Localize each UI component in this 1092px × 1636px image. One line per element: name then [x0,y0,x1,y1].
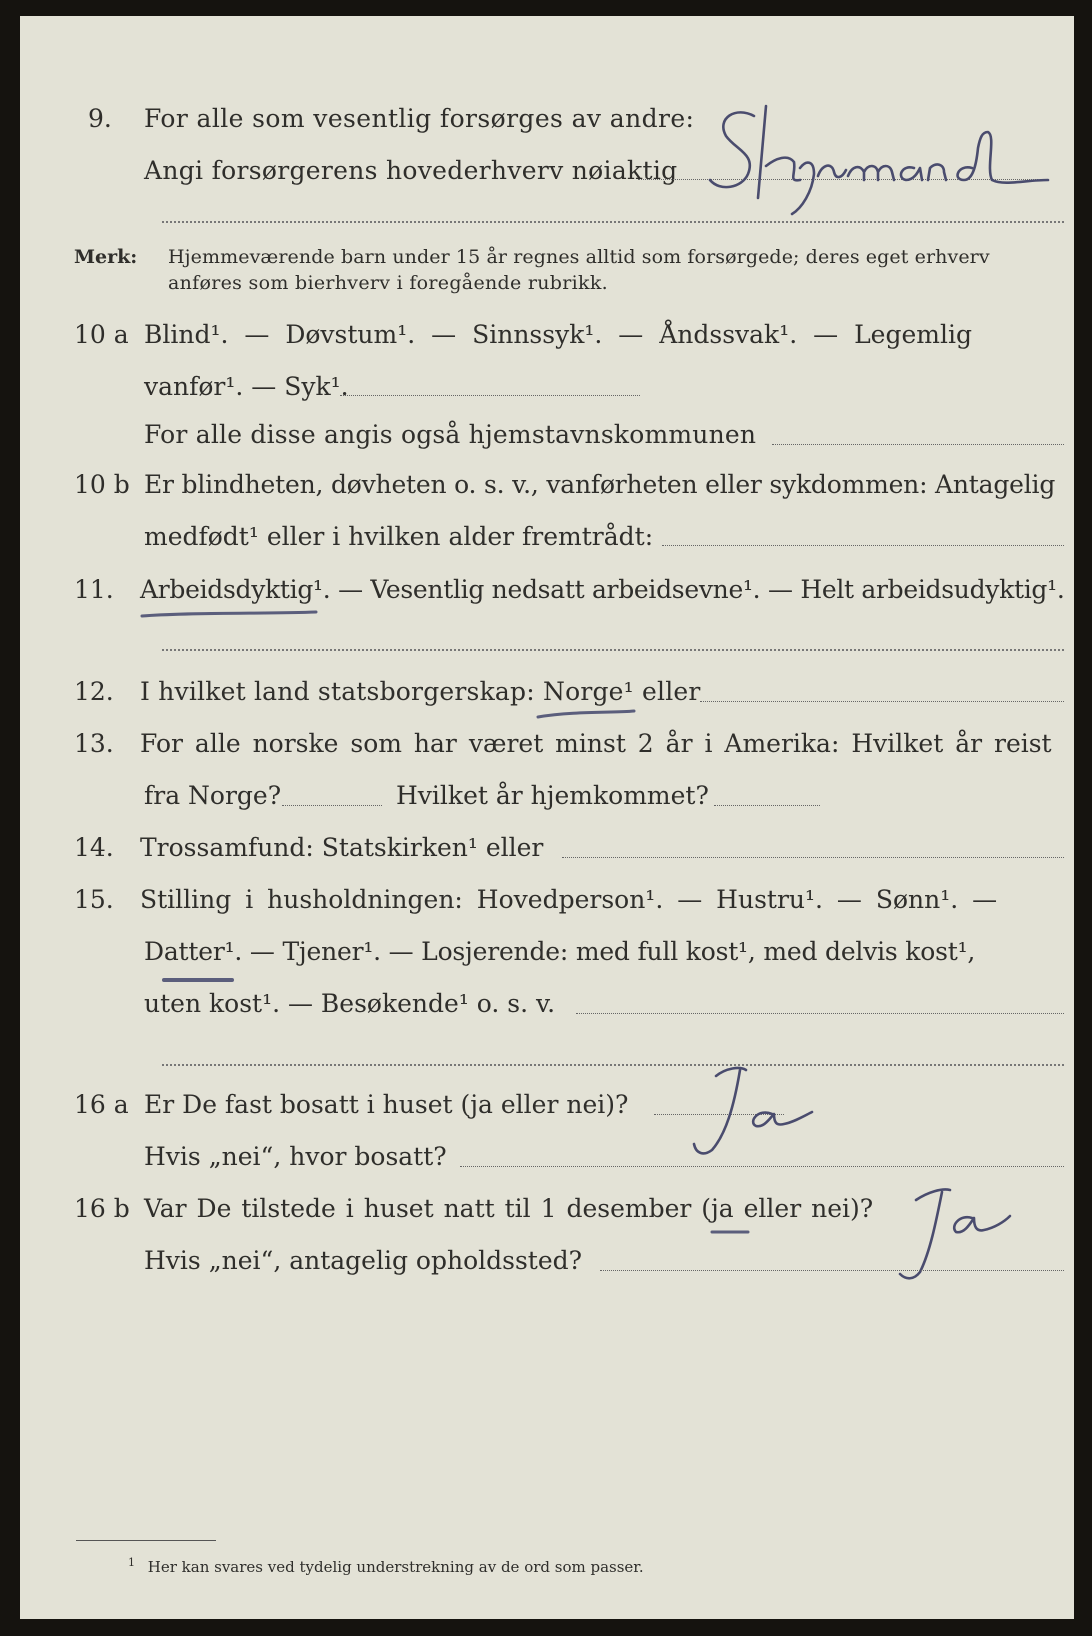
q13-line2a: fra Norge? [144,781,282,810]
q16a-line2: Hvis „nei“, hvor bosatt? [144,1142,447,1171]
merk-line1: Hjemmeværende barn under 15 år regnes alltid som forsørgede; deres eget erhverv [168,246,990,268]
q16a-number: 16 a [74,1090,129,1119]
q13-line2b: Hvilket år hjemkommet? [396,781,709,810]
q10a-answer-line [340,395,640,396]
q10b-line2: medfødt¹ eller i hvilken alder fremtrådt: [144,522,654,551]
q14-answer-line [562,857,1064,858]
q9-line1: For alle som vesentlig forsørges av andre: [144,104,695,133]
q16b-handwritten-answer [886,1182,1036,1292]
q12-underline-mark [534,709,644,723]
q15-underline-mark [160,974,240,986]
q16b-number: 16 b [74,1194,130,1223]
q10a-number: 10 a [74,320,129,349]
q13-line1: For alle norske som har været minst 2 år i Amerika: Hvilket år reist [140,729,1052,758]
merk-label: Merk: [74,246,138,268]
footnote [128,1556,644,1576]
q16b-whereabouts-line [600,1270,1064,1271]
q15-number: 15. [74,885,114,914]
q10b-number: 10 b [74,470,130,499]
q10b-line1: Er blindheten, døvheten o. s. v., vanførheten eller sykdommen: Antagelig [144,470,1056,499]
q16a-handwritten-answer [676,1056,826,1166]
q13-number: 13. [74,729,114,758]
merk-line2: anføres som bierhverv i foregående rubrikk. [168,272,608,294]
q16a-residence-line [460,1166,1064,1167]
q14-line1: Trossamfund: Statskirken¹ eller [140,833,544,862]
census-form-page [20,16,1074,1619]
footnote-rule [76,1540,216,1541]
footnote-text: Her kan svares ved tydelig understrekning av de ord som passer. [147,1558,644,1576]
q10a-hometown-line [772,444,1064,445]
q15-line3: uten kost¹. — Besøkende¹ o. s. v. [144,989,556,1018]
separator [162,221,1064,223]
q14-number: 14. [74,833,114,862]
q10a-line3: For alle disse angis også hjemstavnskommunen [144,420,757,449]
q10b-answer-line [662,545,1064,546]
separator [162,1064,1064,1066]
q15-line2: Datter¹. — Tjener¹. — Losjerende: med full kost¹, med delvis kost¹, [144,937,976,966]
q16b-line2: Hvis „nei“, antagelig opholdssted? [144,1246,583,1275]
q9-line2: Angi forsørgerens hovederhverv nøiaktig [144,156,678,185]
q15-line1: Stilling i husholdningen: Hovedperson¹. — Hustru¹. — Sønn¹. — [140,885,998,914]
q15-answer-line [576,1013,1064,1014]
q10a-line1: Blind¹. — Døvstum¹. — Sinnssyk¹. — Åndssvak¹. — Legemlig [144,320,972,349]
q9-handwritten-answer [696,88,1056,228]
q16b-underline-mark [708,1226,758,1238]
separator [162,649,1064,651]
q11-number: 11. [74,575,114,604]
q16b-line1: Var De tilstede i huset natt til 1 desember (ja eller nei)? [144,1194,874,1223]
q12-line1: I hvilket land statsborgerskap: Norge¹ eller [140,677,701,706]
q13-left-year-line [282,805,382,806]
q9-number: 9. [88,104,112,133]
footnote-marker: 1 [128,1556,135,1569]
q13-return-year-line [714,805,820,806]
q12-answer-line [700,701,1064,702]
q16a-line1: Er De fast bosatt i huset (ja eller nei)? [144,1090,629,1119]
q12-number: 12. [74,677,114,706]
q11-line1: Arbeidsdyktig¹. — Vesentlig nedsatt arbeidsevne¹. — Helt arbeidsudyktig¹. [140,575,1065,604]
q10a-line2: vanfør¹. — Syk¹. [144,372,349,401]
q11-underline-mark [138,606,338,622]
